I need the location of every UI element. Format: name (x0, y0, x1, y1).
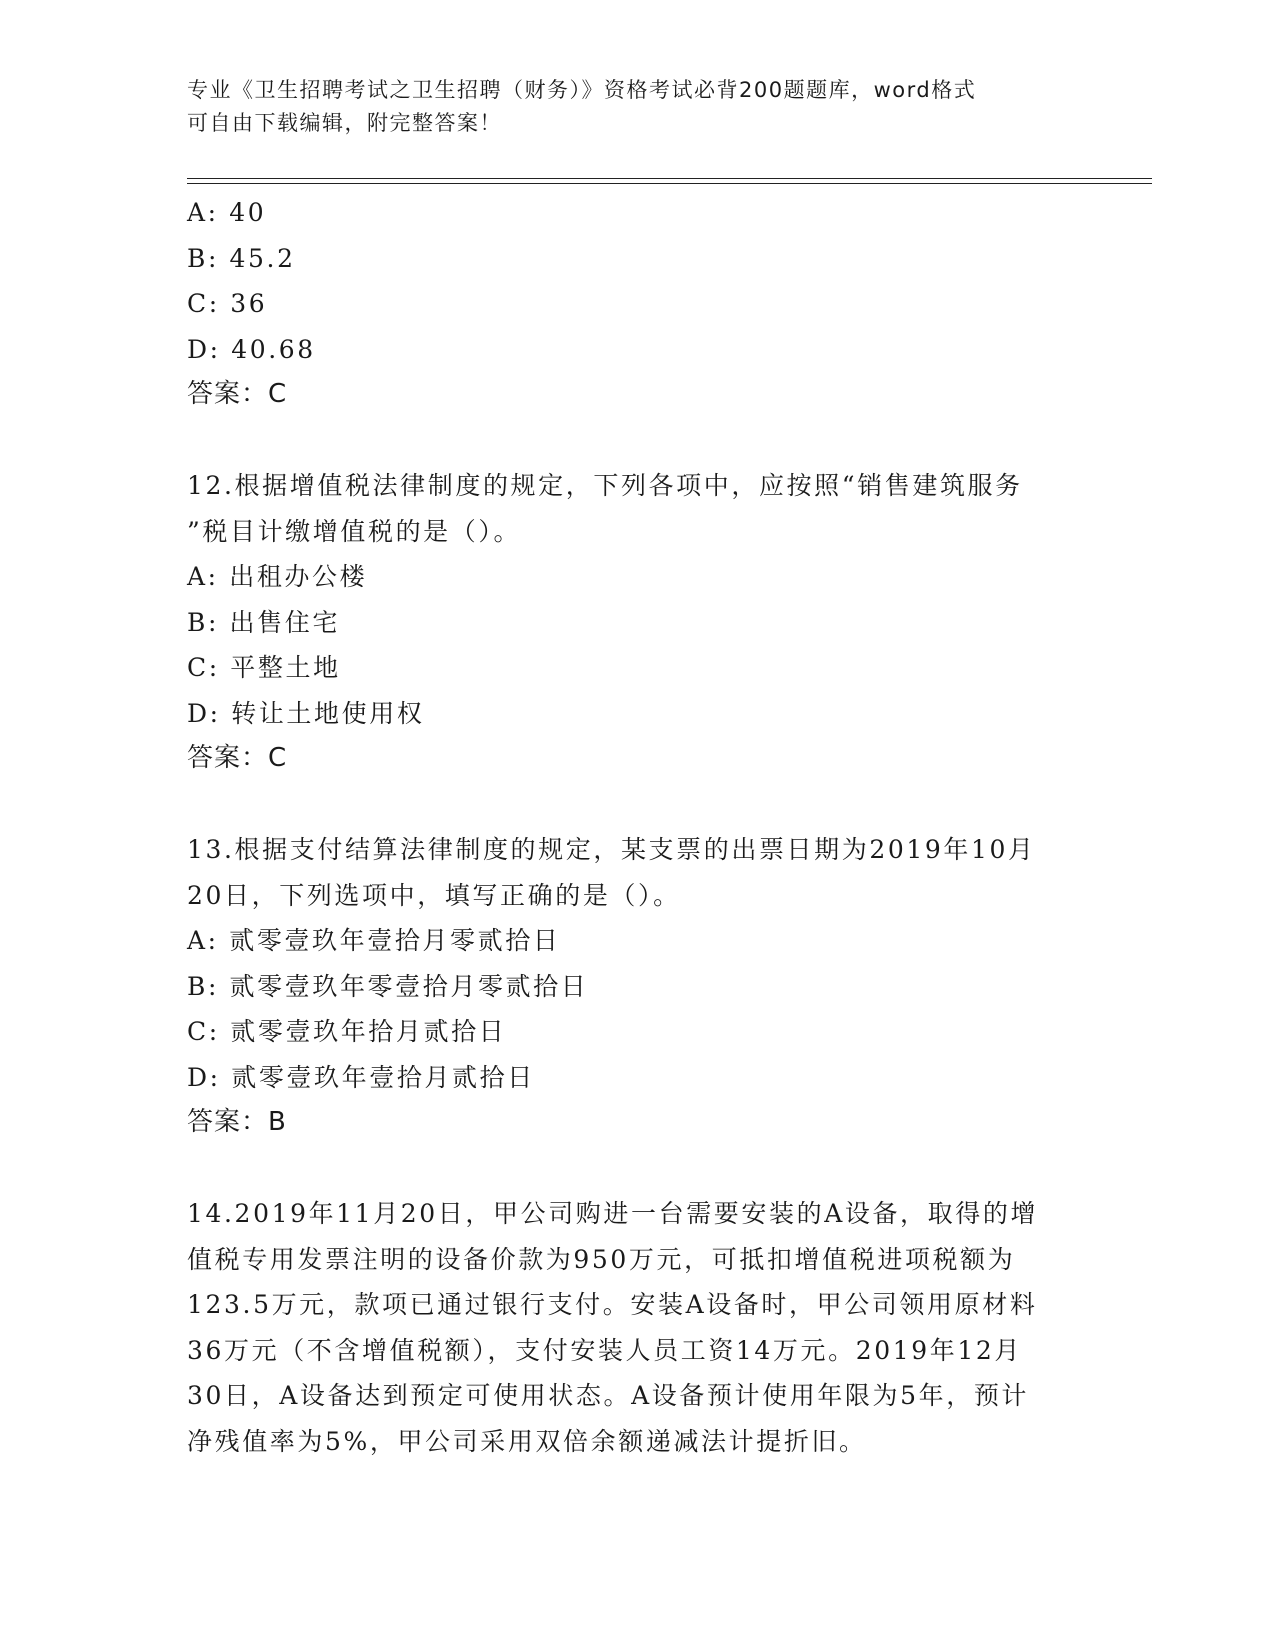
question-text-line: 30日，A设备达到预定可使用状态。A设备预计使用年限为5年，预计 (187, 1381, 1030, 1410)
question-stem-continued: 20日，下列选项中，填写正确的是（）。 (187, 880, 681, 910)
option-c: C: 平整土地 (187, 653, 341, 682)
answer: 答案：C (187, 743, 288, 773)
option-d: D: 40.68 (187, 334, 316, 364)
option-b: B: 贰零壹玖年零壹拾月零贰拾日 (187, 971, 589, 1001)
answer: 答案：C (187, 379, 288, 409)
question-stem: 12.根据增值税法律制度的规定，下列各项中，应按照“销售建筑服务 (187, 471, 1023, 500)
question-13 (187, 827, 1087, 1146)
option-c: C: 贰零壹玖年拾月贰拾日 (187, 1017, 507, 1046)
question-12 (187, 463, 1087, 782)
header-divider-top (187, 178, 1152, 179)
header-divider-bottom (187, 183, 1152, 184)
option-d: D: 转让土地使用权 (187, 698, 425, 728)
option-b: B: 45.2 (187, 243, 296, 273)
option-b: B: 出售住宅 (187, 607, 340, 637)
document-header (187, 74, 1067, 140)
question-content (187, 190, 1087, 1464)
header-line-2: 可自由下载编辑，附完整答案！ (187, 111, 502, 135)
option-a: A: 出租办公楼 (187, 562, 368, 591)
question-text-line: 14.2019年11月20日，甲公司购进一台需要安装的A设备，取得的增 (187, 1199, 1039, 1228)
question-stem: 13.根据支付结算法律制度的规定，某支票的出票日期为2019年10月 (187, 835, 1036, 864)
question-11-options (187, 190, 1087, 418)
spacer (187, 418, 1087, 464)
question-text-line: 123.5万元，款项已通过银行支付。安装A设备时，甲公司领用原材料 (187, 1290, 1038, 1319)
header-line-1: 专业《卫生招聘考试之卫生招聘（财务）》资格考试必背200题题库，word格式 (187, 78, 977, 102)
option-d: D: 贰零壹玖年壹拾月贰拾日 (187, 1062, 535, 1092)
spacer (187, 1146, 1087, 1192)
question-text-line: 净残值率为5%，甲公司采用双倍余额递减法计提折旧。 (187, 1426, 867, 1456)
answer: 答案：B (187, 1107, 287, 1137)
question-text-line: 值税专用发票注明的设备价款为950万元，可抵扣增值税进项税额为 (187, 1244, 1016, 1274)
question-text-line: 36万元（不含增值税额），支付安装人员工资14万元。2019年12月 (187, 1335, 1022, 1365)
option-a: A: 40 (187, 198, 267, 227)
question-14 (187, 1191, 1087, 1464)
option-a: A: 贰零壹玖年壹拾月零贰拾日 (187, 926, 561, 955)
spacer (187, 782, 1087, 828)
question-stem-continued: ”税目计缴增值税的是（）。 (187, 516, 522, 546)
option-c: C: 36 (187, 289, 268, 318)
